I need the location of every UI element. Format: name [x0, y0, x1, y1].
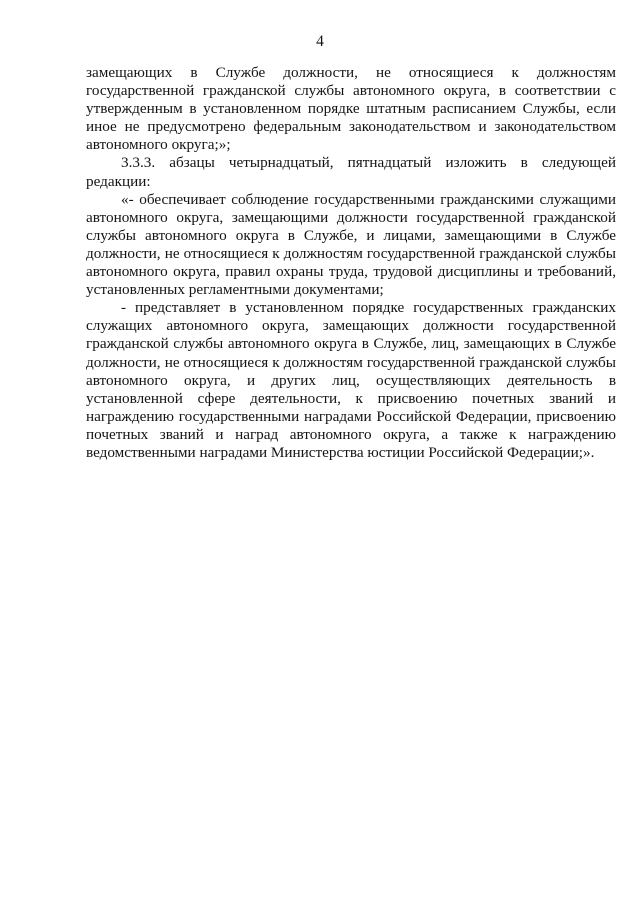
paragraph-new-text-1: «- обеспечивает соблюдение государственными гражданскими служащими автономного округа, замещающими должности государственной гражданской службы автономного округа в Службе, и лицами, замещающими в Службе должности, не относящиеся к должностям государственной гражданской службы автономного округа, правил охраны труда, трудовой дисциплины и требований, установленных регламентными документами;: [86, 190, 616, 299]
paragraph-new-text-2: - представляет в установленном порядке государственных гражданских служащих автономного округа, замещающих должности государственной гражданской службы автономного округа в Службе, лиц, замещающих в Службе должности, не относящиеся к должностям государственной гражданской службы автономного округа, и других лиц, осуществляющих деятельность в установленной сфере деятельности, к присвоению почетных званий и награждению государственными наградами Российской Федерации, присвоению почетных званий и наград автономного округа, а также к награждению ведомственными наградами Министерства юстиции Российской Федерации;».: [86, 299, 616, 461]
paragraph-amendment-clause: 3.3.3. абзацы четырнадцатый, пятнадцатый изложить в следующей редакции:: [86, 154, 616, 190]
document-body: [86, 64, 616, 462]
page-number: 4: [316, 33, 324, 50]
paragraph-continuation: замещающих в Службе должности, не относящиеся к должностям государственной гражданской службы автономного округа, в соответствии с утвержденным в установленном порядке штатным расписанием Службы, если иное не предусмотрено федеральным законодательством и законодательством автономного округа;»;: [86, 64, 616, 154]
